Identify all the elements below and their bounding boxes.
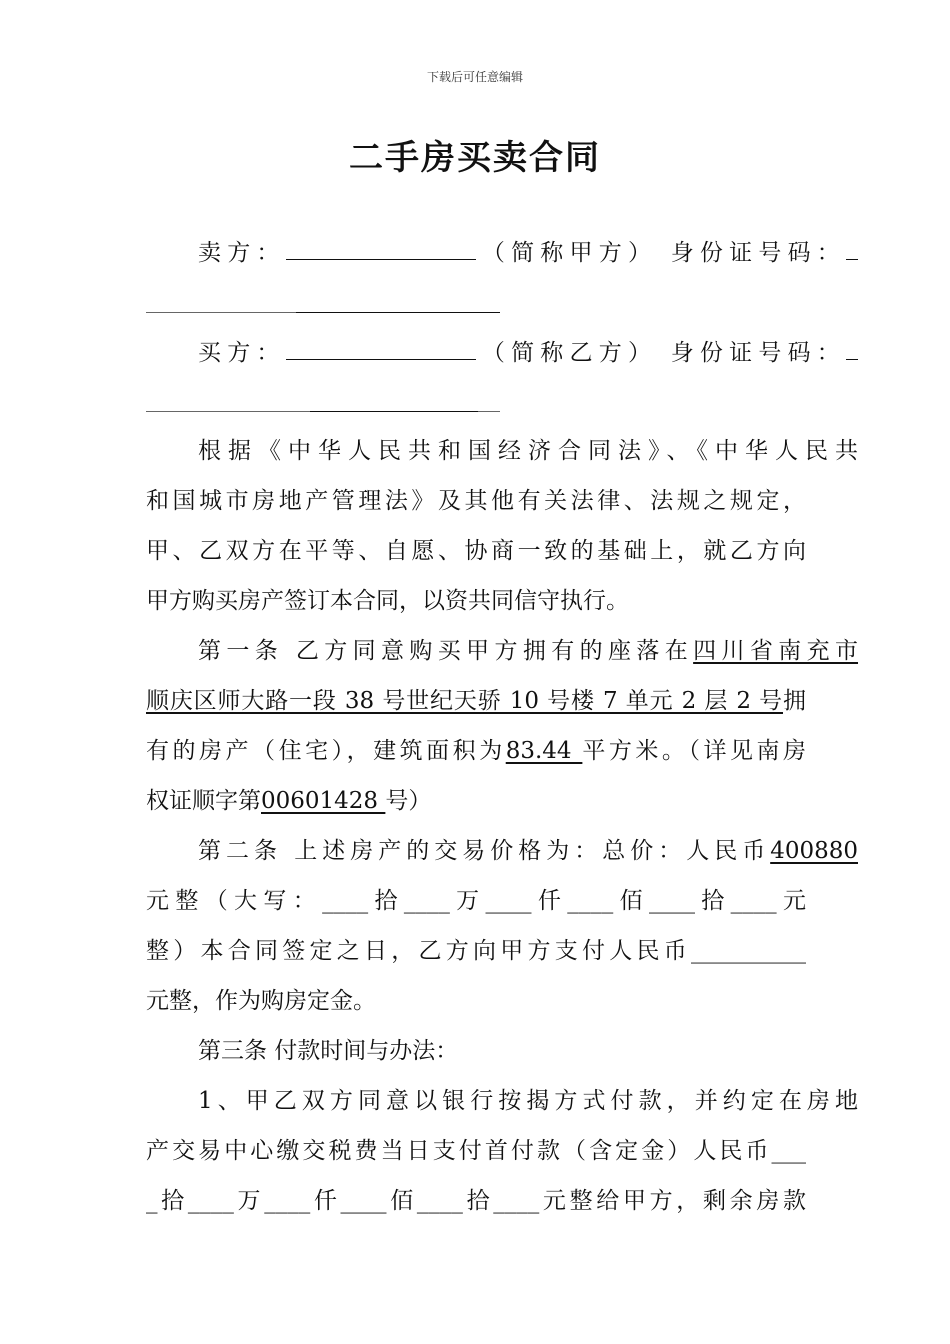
buyer-line (146, 338, 858, 368)
seller-id-blank-start (846, 239, 858, 260)
buyer-id-blank-c (478, 411, 500, 412)
property-address: 顺庆区师大路一段 38 号世纪天骄 10 号楼 7 单元 2 层 2 号 (146, 688, 783, 714)
property-province-city: 四川省南充市 (693, 638, 859, 664)
article-1-text: 平方米。（详见南房 (582, 738, 807, 764)
article-1-text: 第一条 乙方同意购买甲方拥有的座落在 (198, 638, 694, 664)
article-1-text: 号） (385, 788, 432, 814)
seller-id-blank-b (296, 312, 500, 313)
article-2-line-2: 元整（大写：____拾____万____仟____佰____拾____元 (146, 888, 806, 914)
property-area: 83.44 (505, 738, 583, 764)
article-2-line-1 (146, 836, 858, 866)
seller-id-blank-a (146, 312, 296, 313)
seller-abbr: （简称甲方） (475, 240, 658, 266)
buyer-name-blank (286, 339, 476, 360)
article-1-line-2 (146, 686, 806, 716)
article-3-heading: 第三条 付款时间与办法： (198, 1038, 459, 1064)
preamble-line-1: 根据《中华人民共和国经济合同法》、《中华人民共 (198, 438, 858, 464)
article-1-text: 拥 (783, 688, 806, 714)
article-2-line-3: 整）本合同签定之日，乙方向甲方支付人民币__________ (146, 938, 806, 964)
article-3-line-2: 产交易中心缴交税费当日支付首付款（含定金）人民币___ (146, 1138, 806, 1164)
seller-line (146, 238, 858, 268)
header-note: 下载后可任意编辑 (426, 70, 523, 84)
buyer-id-blank-b (310, 411, 478, 412)
buyer-label: 买方： (198, 340, 286, 366)
buyer-id-label: 身份证号码： (670, 340, 847, 366)
article-3-line-3: _拾____万____仟____佰____拾____元整给甲方，剩余房款 (146, 1188, 806, 1214)
seller-id-label: 身份证号码： (670, 240, 847, 266)
buyer-id-blank-start (846, 339, 858, 360)
article-1-text: 权证顺字第 (146, 788, 261, 814)
article-2-text: 第二条 上述房产的交易价格为：总价：人民币 (198, 838, 771, 864)
article-1-text: 有的房产（住宅），建筑面积为 (146, 738, 506, 764)
seller-label: 卖方： (198, 240, 286, 266)
seller-name-blank (286, 239, 476, 260)
buyer-id-blank-a (146, 411, 310, 412)
article-3-line-1: 1、甲乙双方同意以银行按揭方式付款，并约定在房地 (198, 1088, 858, 1114)
article-1-line-1 (146, 636, 858, 666)
article-1-line-3 (146, 736, 806, 766)
article-2-line-4: 元整，作为购房定金。 (146, 988, 376, 1014)
page-title: 二手房买卖合同 (349, 138, 601, 178)
preamble-line-2: 和国城市房地产管理法》及其他有关法律、法规之规定， (146, 488, 806, 514)
preamble-line-4: 甲方购买房产签订本合同，以资共同信守执行。 (146, 588, 629, 614)
article-1-line-4 (146, 786, 806, 816)
total-price: 400880 (770, 838, 858, 864)
buyer-abbr: （简称乙方） (475, 340, 658, 366)
certificate-number: 00601428 (261, 788, 386, 814)
preamble-line-3: 甲、乙双方在平等、自愿、协商一致的基础上，就乙方向 (146, 538, 806, 564)
